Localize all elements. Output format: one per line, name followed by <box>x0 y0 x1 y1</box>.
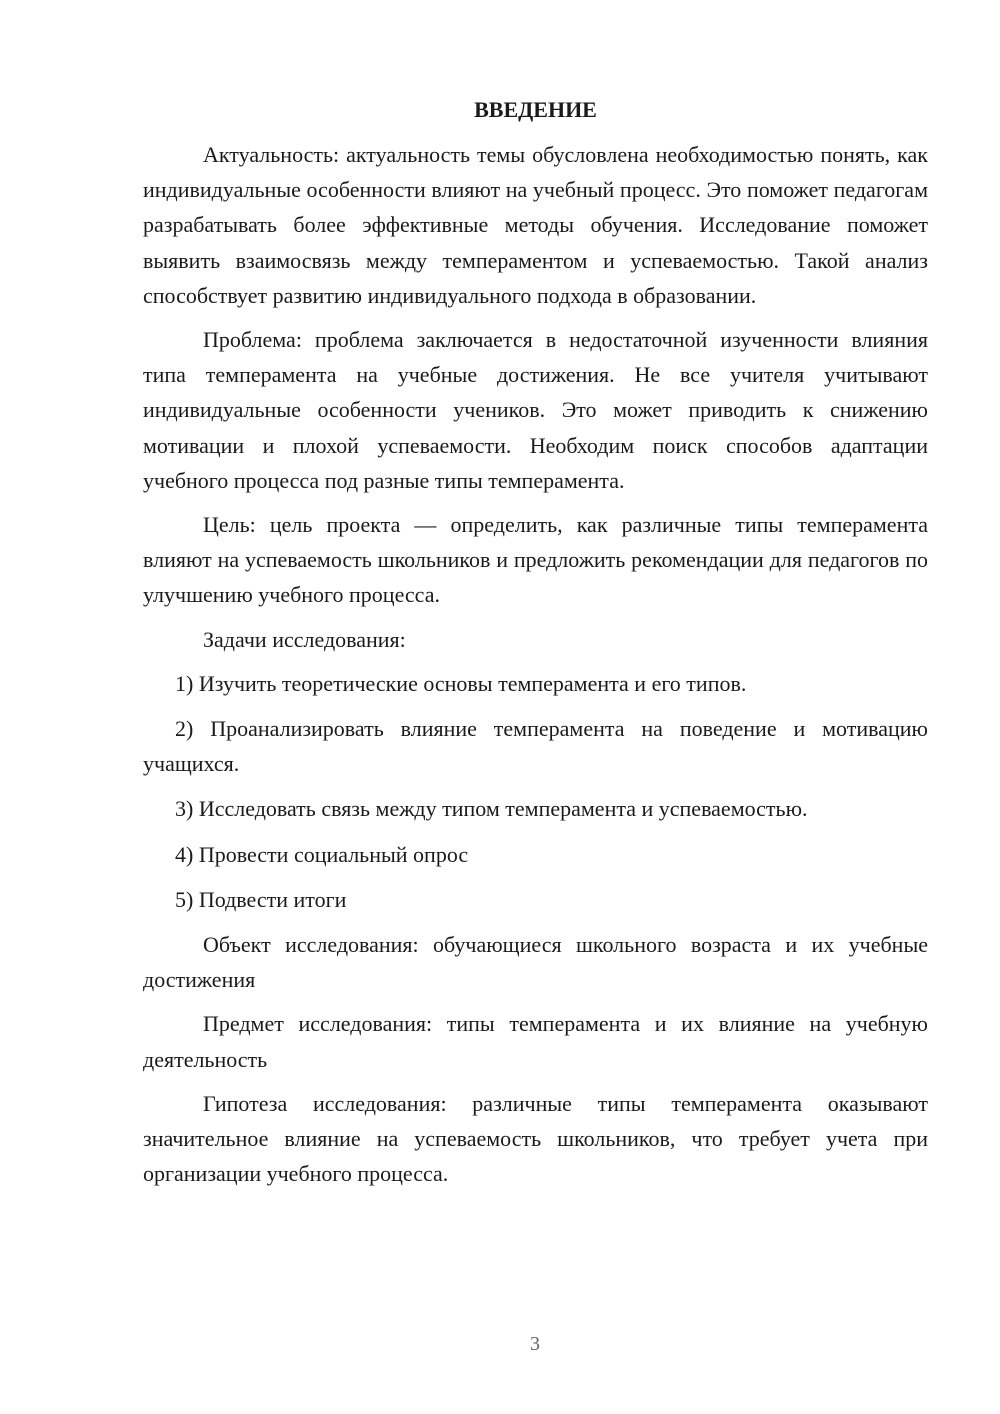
task-item: 1) Изучить теоретические основы темперамента и его типов. <box>175 670 747 696</box>
page-content <box>143 95 928 1200</box>
hypothesis-paragraph: Гипотеза исследования: различные типы темперамента оказывают значительное влияние на успеваемость школьников, что требует учета при организации учебного процесса. <box>143 1090 928 1187</box>
goal-paragraph: Цель: цель проекта — определить, как различные типы темперамента влияют на успеваемость школьников и предложить рекомендации для педагогов по улучшению учебного процесса. <box>143 512 928 608</box>
problem-paragraph: Проблема: проблема заключается в недостаточной изученности влияния типа темперамента на учебные достижения. Не все учителя учитывают индивидуальные особенности учеников. Это может приводить к снижению мотивации и плохой успеваемости. Необходим поиск способов адаптации учебного процесса под разные типы темперамента. <box>143 327 928 493</box>
object-paragraph: Объект исследования: обучающиеся школьного возраста и их учебные достижения <box>143 932 928 993</box>
relevance-paragraph: Актуальность: актуальность темы обусловлена необходимостью понять, как индивидуальные особенности влияют на учебный процесс. Это поможет педагогам разрабатывать более эффективные методы обучения. Исследование поможет выявить взаимосвязь между темпераментом и успеваемостью. Такой анализ способствует развитию индивидуального подхода в образовании. <box>143 142 928 308</box>
task-item: 4) Провести социальный опрос <box>175 841 469 867</box>
task-item: 3) Исследовать связь между типом темперамента и успеваемостью. <box>175 796 808 822</box>
task-item: 2) Проанализировать влияние темперамента на поведение и мотивацию учащихся. <box>143 716 928 777</box>
page-number: 3 <box>530 1333 540 1355</box>
task-item: 5) Подвести итоги <box>175 886 347 912</box>
section-title: ВВЕДЕНИЕ <box>474 97 597 122</box>
tasks-list <box>143 666 928 917</box>
tasks-heading: Задачи исследования: <box>203 626 406 652</box>
subject-paragraph: Предмет исследования: типы темперамента и их влияние на учебную деятельность <box>143 1011 928 1072</box>
